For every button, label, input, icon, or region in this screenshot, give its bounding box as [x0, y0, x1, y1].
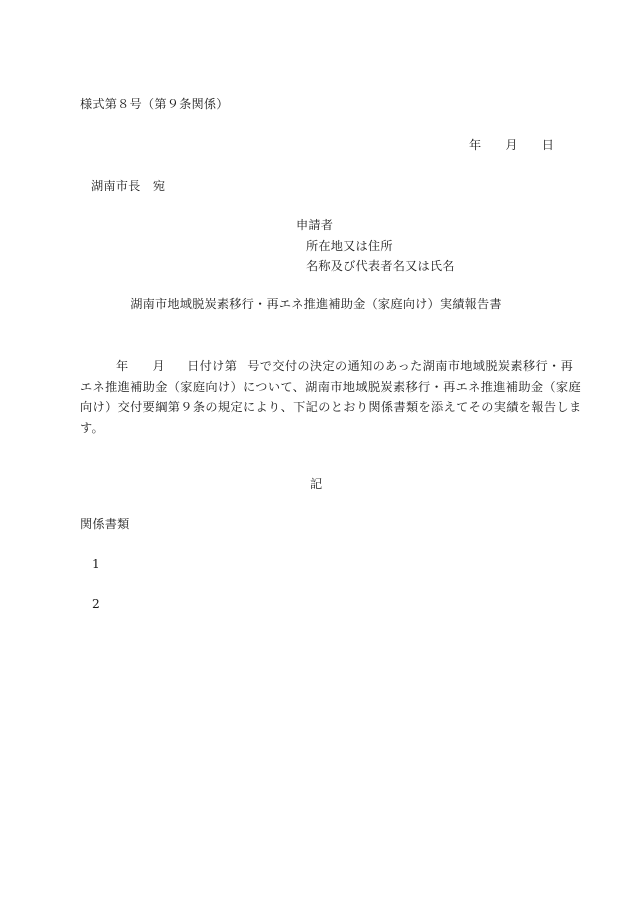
date-day-label: 日	[541, 138, 555, 152]
body-day-prefix: 日付け第	[187, 359, 238, 373]
body-line-3: 向け）交付要綱第９条の規定により、下記のとおり関係書類を添えてその実績を報告しま	[80, 400, 582, 415]
document-title-text: 湖南市地域脱炭素移行・再エネ推進補助金（家庭向け）実績報告書	[130, 297, 502, 311]
related-documents-heading: 関係書類	[80, 517, 130, 531]
date-month-label: 月	[505, 138, 518, 152]
body-line-4: す。	[80, 420, 105, 435]
related-document-item-2: 2	[92, 597, 100, 611]
document-title	[0, 298, 630, 310]
body-line-2: エネ推進補助金（家庭向け）について、湖南市地域脱炭素移行・再エネ推進補助金（家庭	[80, 379, 582, 394]
form-number: 様式第８号（第９条関係）	[80, 97, 229, 111]
date-line	[469, 139, 554, 151]
body-line-1-rest: 号で交付の決定の通知のあった湖南市地域脱炭素移行・再	[247, 359, 574, 373]
body-paragraph	[80, 356, 582, 438]
date-year-label: 年	[469, 138, 482, 152]
applicant-name-label: 名称及び代表者名又は氏名	[306, 259, 455, 273]
applicant-address-label: 所在地又は住所	[306, 238, 393, 253]
addressee: 湖南市長 宛	[91, 179, 166, 193]
related-document-item-1: 1	[92, 557, 100, 571]
applicant-heading: 申請者	[296, 218, 334, 232]
body-month-label: 月	[152, 359, 166, 373]
body-year-label: 年	[116, 359, 129, 373]
body-line-1	[80, 356, 574, 377]
applicant-block	[296, 219, 455, 281]
ki-heading: 記	[310, 477, 323, 491]
